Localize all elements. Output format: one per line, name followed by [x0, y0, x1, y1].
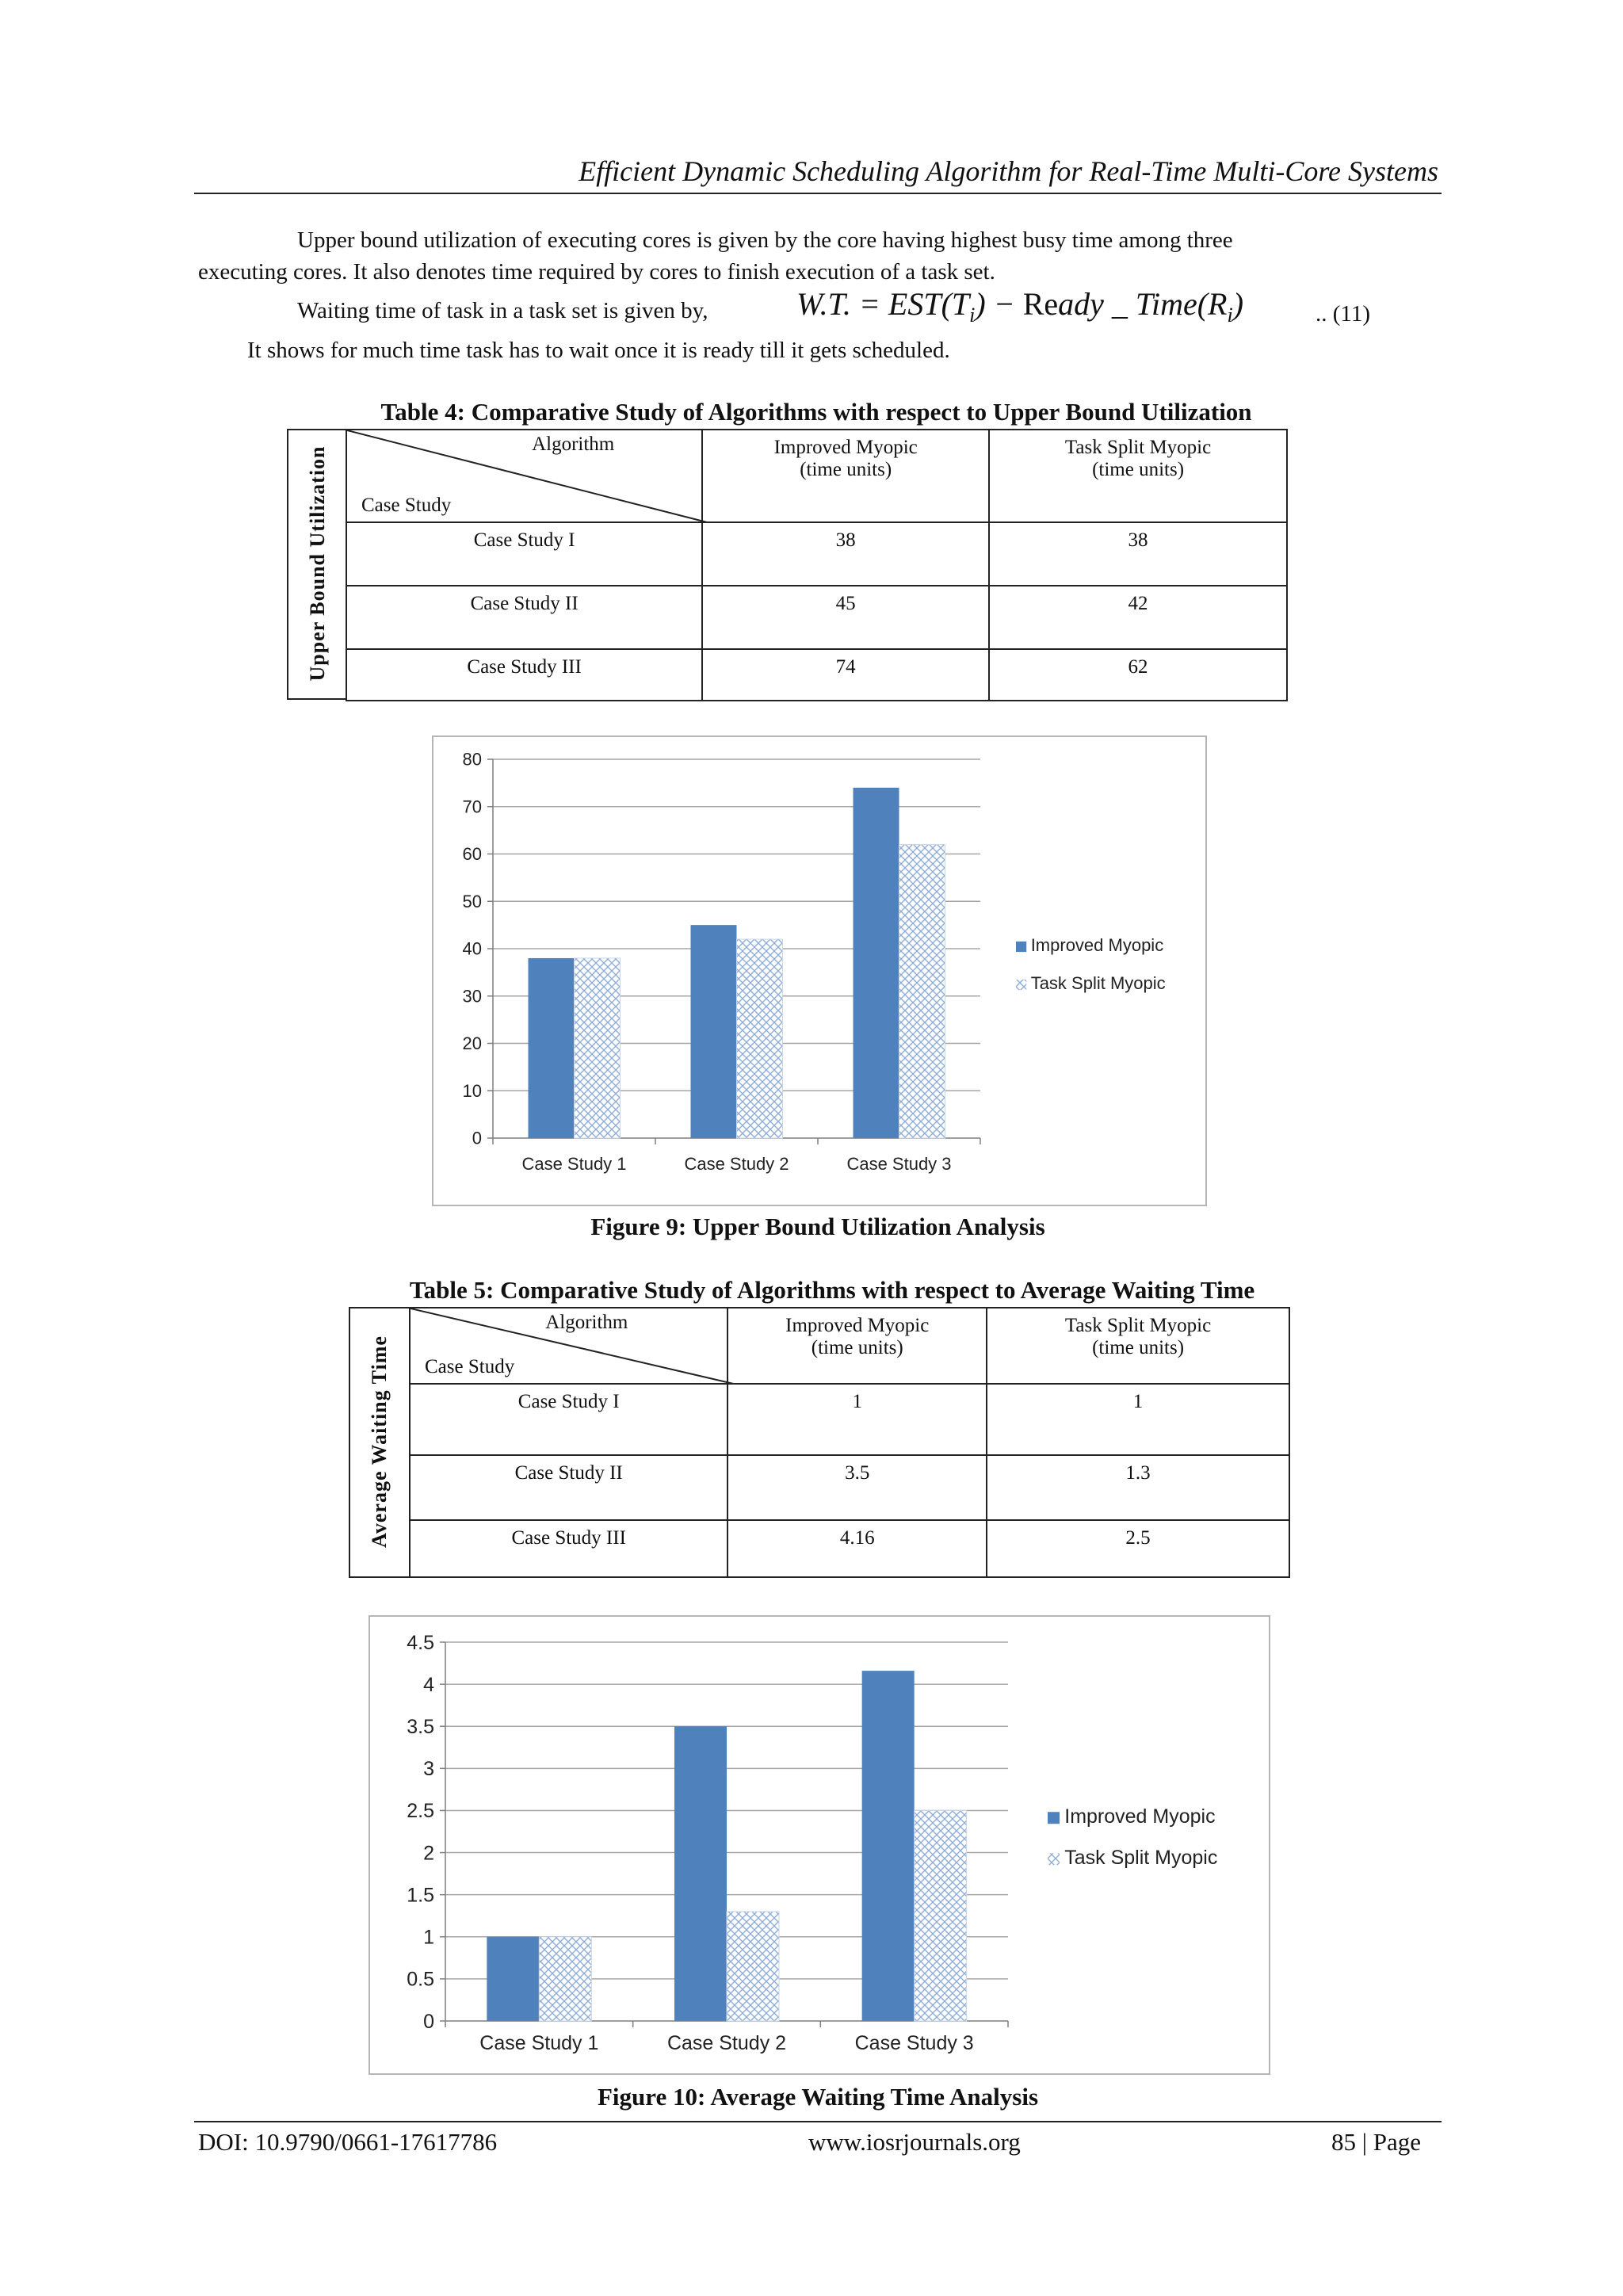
y-tick-label: 1.5	[407, 1884, 434, 1907]
header-rule	[194, 193, 1442, 194]
paragraph-1-line-2: executing cores. It also denotes time required by cores to finish execution of a task set.	[198, 259, 995, 285]
x-tick-label: Case Study 1	[479, 2032, 599, 2054]
y-tick-label: 3	[423, 1758, 434, 1781]
x-tick-label: Case Study 1	[521, 1154, 627, 1174]
table-5-cell-improved: 3.5	[727, 1455, 987, 1520]
table-4-cell-split: 42	[989, 586, 1287, 649]
table-4-header-improved-line1: Improved Myopic	[773, 437, 918, 458]
x-tick-label: Case Study 2	[666, 2032, 787, 2054]
bar-improved-myopic	[691, 925, 737, 1138]
table-5-header-split-line1: Task Split Myopic	[1064, 1315, 1212, 1336]
table-5-cell-split: 1	[987, 1384, 1289, 1455]
table-5	[409, 1307, 1290, 1578]
table-5-corner-algorithm: Algorithm	[545, 1312, 628, 1333]
legend-swatch	[1048, 1853, 1060, 1865]
table-4-cell-improved: 45	[702, 586, 989, 649]
footer-site: www.iosrjournals.org	[808, 2128, 1021, 2156]
table-5-row-label: Case Study III	[410, 1520, 727, 1577]
y-tick-label: 60	[462, 844, 482, 865]
bar-improved-myopic	[862, 1671, 915, 2021]
formula-mid: ) −	[975, 286, 1023, 322]
x-tick-label: Case Study 3	[854, 2032, 974, 2054]
table-5-corner-cell	[410, 1308, 727, 1384]
figure-9-svg	[433, 737, 1205, 1205]
legend-label: Task Split Myopic	[1064, 1847, 1218, 1869]
y-tick-label: 0.5	[407, 1968, 434, 1991]
table-4-cell-split: 38	[989, 522, 1287, 586]
y-tick-label: 4	[423, 1673, 434, 1696]
y-tick-label: 10	[462, 1080, 482, 1101]
bar-task-split-myopic	[539, 1937, 591, 2021]
equation-number: .. (11)	[1316, 301, 1370, 327]
table-4-row-label: Case Study III	[346, 649, 702, 701]
legend-swatch	[1016, 980, 1026, 990]
bar-task-split-myopic	[575, 958, 621, 1138]
table-5-side-label: Average Waiting Time	[368, 1335, 391, 1548]
y-tick-label: 0	[423, 2010, 434, 2033]
table-4-cell-improved: 74	[702, 649, 989, 701]
legend-swatch	[1048, 1812, 1060, 1824]
y-tick-label: 4.5	[407, 1631, 434, 1654]
table-5-header-improved	[727, 1308, 987, 1384]
table-4-header-split-line2: (time units)	[1092, 459, 1185, 480]
waiting-time-formula	[796, 285, 1243, 327]
bar-improved-myopic	[529, 958, 575, 1138]
running-title: Efficient Dynamic Scheduling Algorithm for Real-Time Multi-Core Systems	[579, 155, 1438, 187]
figure-9-chart	[432, 735, 1207, 1206]
table-5-header-improved-line2: (time units)	[811, 1337, 903, 1358]
y-tick-label: 40	[462, 938, 482, 959]
table-4-corner-case-study: Case Study	[361, 495, 452, 516]
table-5-header-improved-line1: Improved Myopic	[785, 1315, 930, 1336]
table-4-header-split-line1: Task Split Myopic	[1064, 437, 1212, 458]
table-4-header-improved	[702, 430, 989, 522]
paragraph-1-line-1: Upper bound utilization of executing cores is given by the core having highest busy time among three	[297, 227, 1233, 253]
formula-re: Re	[1022, 286, 1059, 322]
y-tick-label: 70	[462, 797, 482, 817]
bar-task-split-myopic	[915, 1810, 967, 2021]
bar-task-split-myopic	[737, 939, 783, 1138]
bar-improved-myopic	[674, 1726, 727, 2021]
bar-improved-myopic	[487, 1937, 539, 2021]
table-5-corner-case-study: Case Study	[425, 1356, 515, 1377]
x-tick-label: Case Study 3	[846, 1154, 952, 1174]
table-4-row-label: Case Study II	[346, 586, 702, 649]
table-4-corner-algorithm: Algorithm	[532, 434, 615, 455]
formula-lhs: W.T. = EST(T	[796, 286, 970, 322]
table-4-row-label: Case Study I	[346, 522, 702, 586]
table-4-header-split	[989, 430, 1287, 522]
y-tick-label: 30	[462, 986, 482, 1007]
paragraph-3: It shows for much time task has to wait once it is ready till it gets scheduled.	[247, 338, 950, 363]
x-tick-label: Case Study 2	[684, 1154, 789, 1174]
y-tick-label: 2	[423, 1842, 434, 1865]
table-4-cell-split: 62	[989, 649, 1287, 701]
table-4-cell-improved: 38	[702, 522, 989, 586]
table-4	[346, 429, 1288, 701]
y-tick-label: 20	[462, 1033, 482, 1054]
figure-9-caption: Figure 9: Upper Bound Utilization Analysis	[590, 1213, 1045, 1240]
table-5-cell-split: 1.3	[987, 1455, 1289, 1520]
figure-10-caption: Figure 10: Average Waiting Time Analysis	[597, 2083, 1039, 2111]
legend-label: Improved Myopic	[1030, 935, 1164, 955]
formula-close: )	[1232, 286, 1244, 322]
figure-10-svg	[370, 1617, 1269, 2073]
table-4-side-label: Upper Bound Utilization	[306, 445, 329, 682]
table-4-caption: Table 4: Comparative Study of Algorithms with respect to Upper Bound Utilization	[380, 398, 1252, 426]
table-5-row-label: Case Study II	[410, 1455, 727, 1520]
legend-label: Task Split Myopic	[1030, 973, 1166, 993]
legend-label: Improved Myopic	[1064, 1805, 1216, 1828]
bar-task-split-myopic	[899, 845, 945, 1138]
y-tick-label: 50	[462, 891, 482, 911]
footer-rule	[194, 2121, 1442, 2122]
formula-sub-2: i	[1227, 304, 1233, 327]
table-5-cell-split: 2.5	[987, 1520, 1289, 1577]
y-tick-label: 0	[472, 1128, 482, 1148]
table-5-row-label: Case Study I	[410, 1384, 727, 1455]
table-5-caption: Table 5: Comparative Study of Algorithms with respect to Average Waiting Time	[409, 1276, 1255, 1304]
y-tick-label: 3.5	[407, 1715, 434, 1738]
figure-10-chart	[369, 1615, 1270, 2075]
bar-improved-myopic	[854, 788, 899, 1138]
footer-page-number: 85 | Page	[1331, 2128, 1421, 2156]
y-tick-label: 1	[423, 1926, 434, 1949]
legend-swatch	[1016, 942, 1026, 952]
formula-rhs: ady _ Time(R	[1058, 286, 1228, 322]
table-4-header-improved-line2: (time units)	[800, 459, 892, 480]
y-tick-label: 2.5	[407, 1800, 434, 1823]
table-4-corner-cell	[346, 430, 702, 522]
table-5-header-split	[987, 1308, 1289, 1384]
formula-sub-1: i	[969, 304, 976, 327]
footer-doi: DOI: 10.9790/0661-17617786	[198, 2128, 498, 2156]
table-5-header-split-line2: (time units)	[1092, 1337, 1185, 1358]
table-5-cell-improved: 1	[727, 1384, 987, 1455]
bar-task-split-myopic	[727, 1912, 779, 2021]
paragraph-2-lead: Waiting time of task in a task set is given by,	[297, 298, 708, 323]
y-tick-label: 80	[462, 749, 482, 770]
table-5-cell-improved: 4.16	[727, 1520, 987, 1577]
